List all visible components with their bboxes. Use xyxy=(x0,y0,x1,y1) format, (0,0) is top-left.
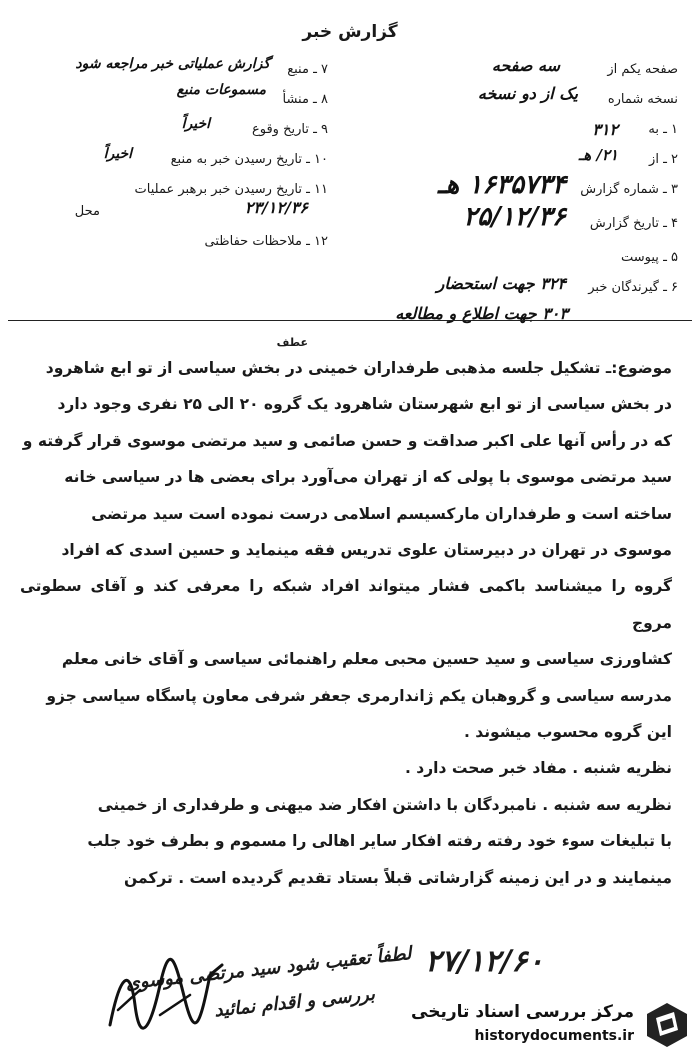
archive-watermark xyxy=(402,998,692,1054)
archive-logo-icon xyxy=(642,1000,692,1050)
header-right-column xyxy=(378,56,678,340)
header-label: ۴ ـ تاریخ گزارش xyxy=(589,216,678,231)
archive-url: historydocuments.ir xyxy=(474,1028,634,1044)
body-line: ساخته است و طرفداران مارکسیسم اسلامی درست نموده است سید مرتضی xyxy=(91,504,672,523)
header-label: صفحه یکم از xyxy=(607,62,678,77)
body-line: کشاورزی سیاسی و سید حسین محبی معلم راهنمائی سیاسی و آقای خانی معلم xyxy=(61,650,672,669)
body-line: مدرسه سیاسی و گروهبان یکم ژاندارمری جعفر شرفی معاون پاسگاه سیاسی جزو xyxy=(46,686,672,705)
body-line: که در رأس آنها علی اکبر صداقت و حسن صائمی و سید مرتضی موسوی قرار گرفته و xyxy=(22,431,672,450)
header-row-origin xyxy=(3,82,328,122)
body-line: موسوی در تهران در دبیرستان علوی تدریس فقه مینماید و حسین اسدی که افراد xyxy=(61,541,672,560)
margin-annotation: عطف xyxy=(276,336,308,349)
handwritten-value: اخیراً xyxy=(181,116,210,132)
handwritten-value: ۳۰۳ جهت اطلاع و مطالعه xyxy=(395,304,568,323)
archive-name: مرکز بررسی اسناد تاریخی xyxy=(411,1002,634,1022)
report-body xyxy=(20,350,672,896)
header-label: ۵ ـ پیوست xyxy=(621,250,678,265)
header-label: محل xyxy=(74,204,100,219)
header-row-report-date xyxy=(378,202,678,250)
handwritten-value: اخیراً xyxy=(103,146,132,162)
header-row-location xyxy=(3,198,328,234)
handwritten-value: یک از دو نسخه xyxy=(477,84,578,103)
header-row-source xyxy=(3,56,328,92)
handwritten-value: ۲۳/۱۲/۳۶ xyxy=(244,198,308,217)
header-label: ۳ ـ شماره گزارش xyxy=(580,182,678,197)
opinion-line: با تبلیغات سوء خود رفته رفته افکار سایر اهالی را مسموم و بطرف خود جلب xyxy=(87,832,672,851)
signature-note: لطفاً تعقیب شود سید مرتضی موسوی xyxy=(124,943,413,994)
body-line: در بخش سیاسی از تو ابع شهرستان شاهرود یک گروه ۲۰ الی ۲۵ نفری وجود دارد xyxy=(57,395,672,414)
handwritten-value: مسموعات منبع xyxy=(176,82,266,98)
document-title: گزارش خبر xyxy=(302,22,398,42)
header-label: ۱۱ ـ تاریخ رسیدن خبر برهبر عملیات xyxy=(134,182,328,197)
header-row-copy xyxy=(378,84,678,122)
header-label: ۱۲ ـ ملاحظات حفاظتی xyxy=(204,234,328,249)
signature-note: بررسی و اقدام نمائید xyxy=(213,983,376,1022)
body-line: این گروه محسوب میشوند . xyxy=(463,723,672,742)
body-line: موضوع:ـ تشکیل جلسه مذهبی طرفداران خمینی در بخش سیاسی از تو ابع شاهرود xyxy=(45,359,672,377)
header-label: ۱۰ ـ تاریخ رسیدن خبر به منبع xyxy=(170,152,328,167)
body-line: گروه را میشناسد باکمی فشار میتواند افراد شبکه را معرفی کند و آقای سطوتی مروج xyxy=(20,577,672,632)
header-label: ۲ ـ از xyxy=(649,152,678,167)
handwritten-value: ۲۱/ هـ xyxy=(578,146,618,164)
header-row-to xyxy=(378,122,678,152)
header-row-source-received xyxy=(3,146,328,182)
header-label: ۶ ـ گیرندگان خبر xyxy=(588,280,678,295)
header-row-occurrence-date xyxy=(3,116,328,152)
header-row-recipients-2 xyxy=(378,304,678,340)
header-label: ۱ ـ به xyxy=(648,122,678,137)
header-label: ۸ ـ منشأ xyxy=(282,92,328,107)
handwritten-value: گزارش عملیاتی خبر مراجعه شود xyxy=(75,56,270,72)
header-left-column xyxy=(3,56,328,264)
header-label: نسخه شماره xyxy=(607,92,678,107)
signature-scribble xyxy=(100,955,230,1035)
header-row-security-notes xyxy=(3,234,328,264)
opinion-line: نظریه شنبه . مفاد خبر صحت دارد . xyxy=(405,759,672,778)
signature-date: ۲۷/۱۲/۶۰ xyxy=(425,944,544,979)
handwritten-value: ۲۵/۱۲/۳۶ xyxy=(463,202,566,232)
opinion-line: نظریه سه شنبه . نامبردگان با داشتن افکار ضد میهنی و طرفداری از خمینی xyxy=(97,795,672,814)
header-label: ۹ ـ تاریخ وقوع xyxy=(251,122,328,137)
handwritten-value: ۳۲۴ جهت استحضار xyxy=(436,274,566,293)
handwritten-value: سه صفحه xyxy=(491,56,560,75)
handwritten-value: ۱۶۳۵۷۳۴ هـ xyxy=(437,170,566,200)
handwritten-value: ۳۱۲ xyxy=(592,120,618,139)
opinion-line: مینمایند و در این زمینه گزارشاتی قبلاً بستاد تقدیم گردیده است . ترکمن xyxy=(124,868,672,887)
header-divider xyxy=(8,320,692,321)
body-line: سید مرتضی موسوی با پولی که از تهران می‌آورد برای بعضی ها در سیاسی خانه xyxy=(64,468,672,487)
header-label: ۷ ـ منبع xyxy=(287,62,328,77)
